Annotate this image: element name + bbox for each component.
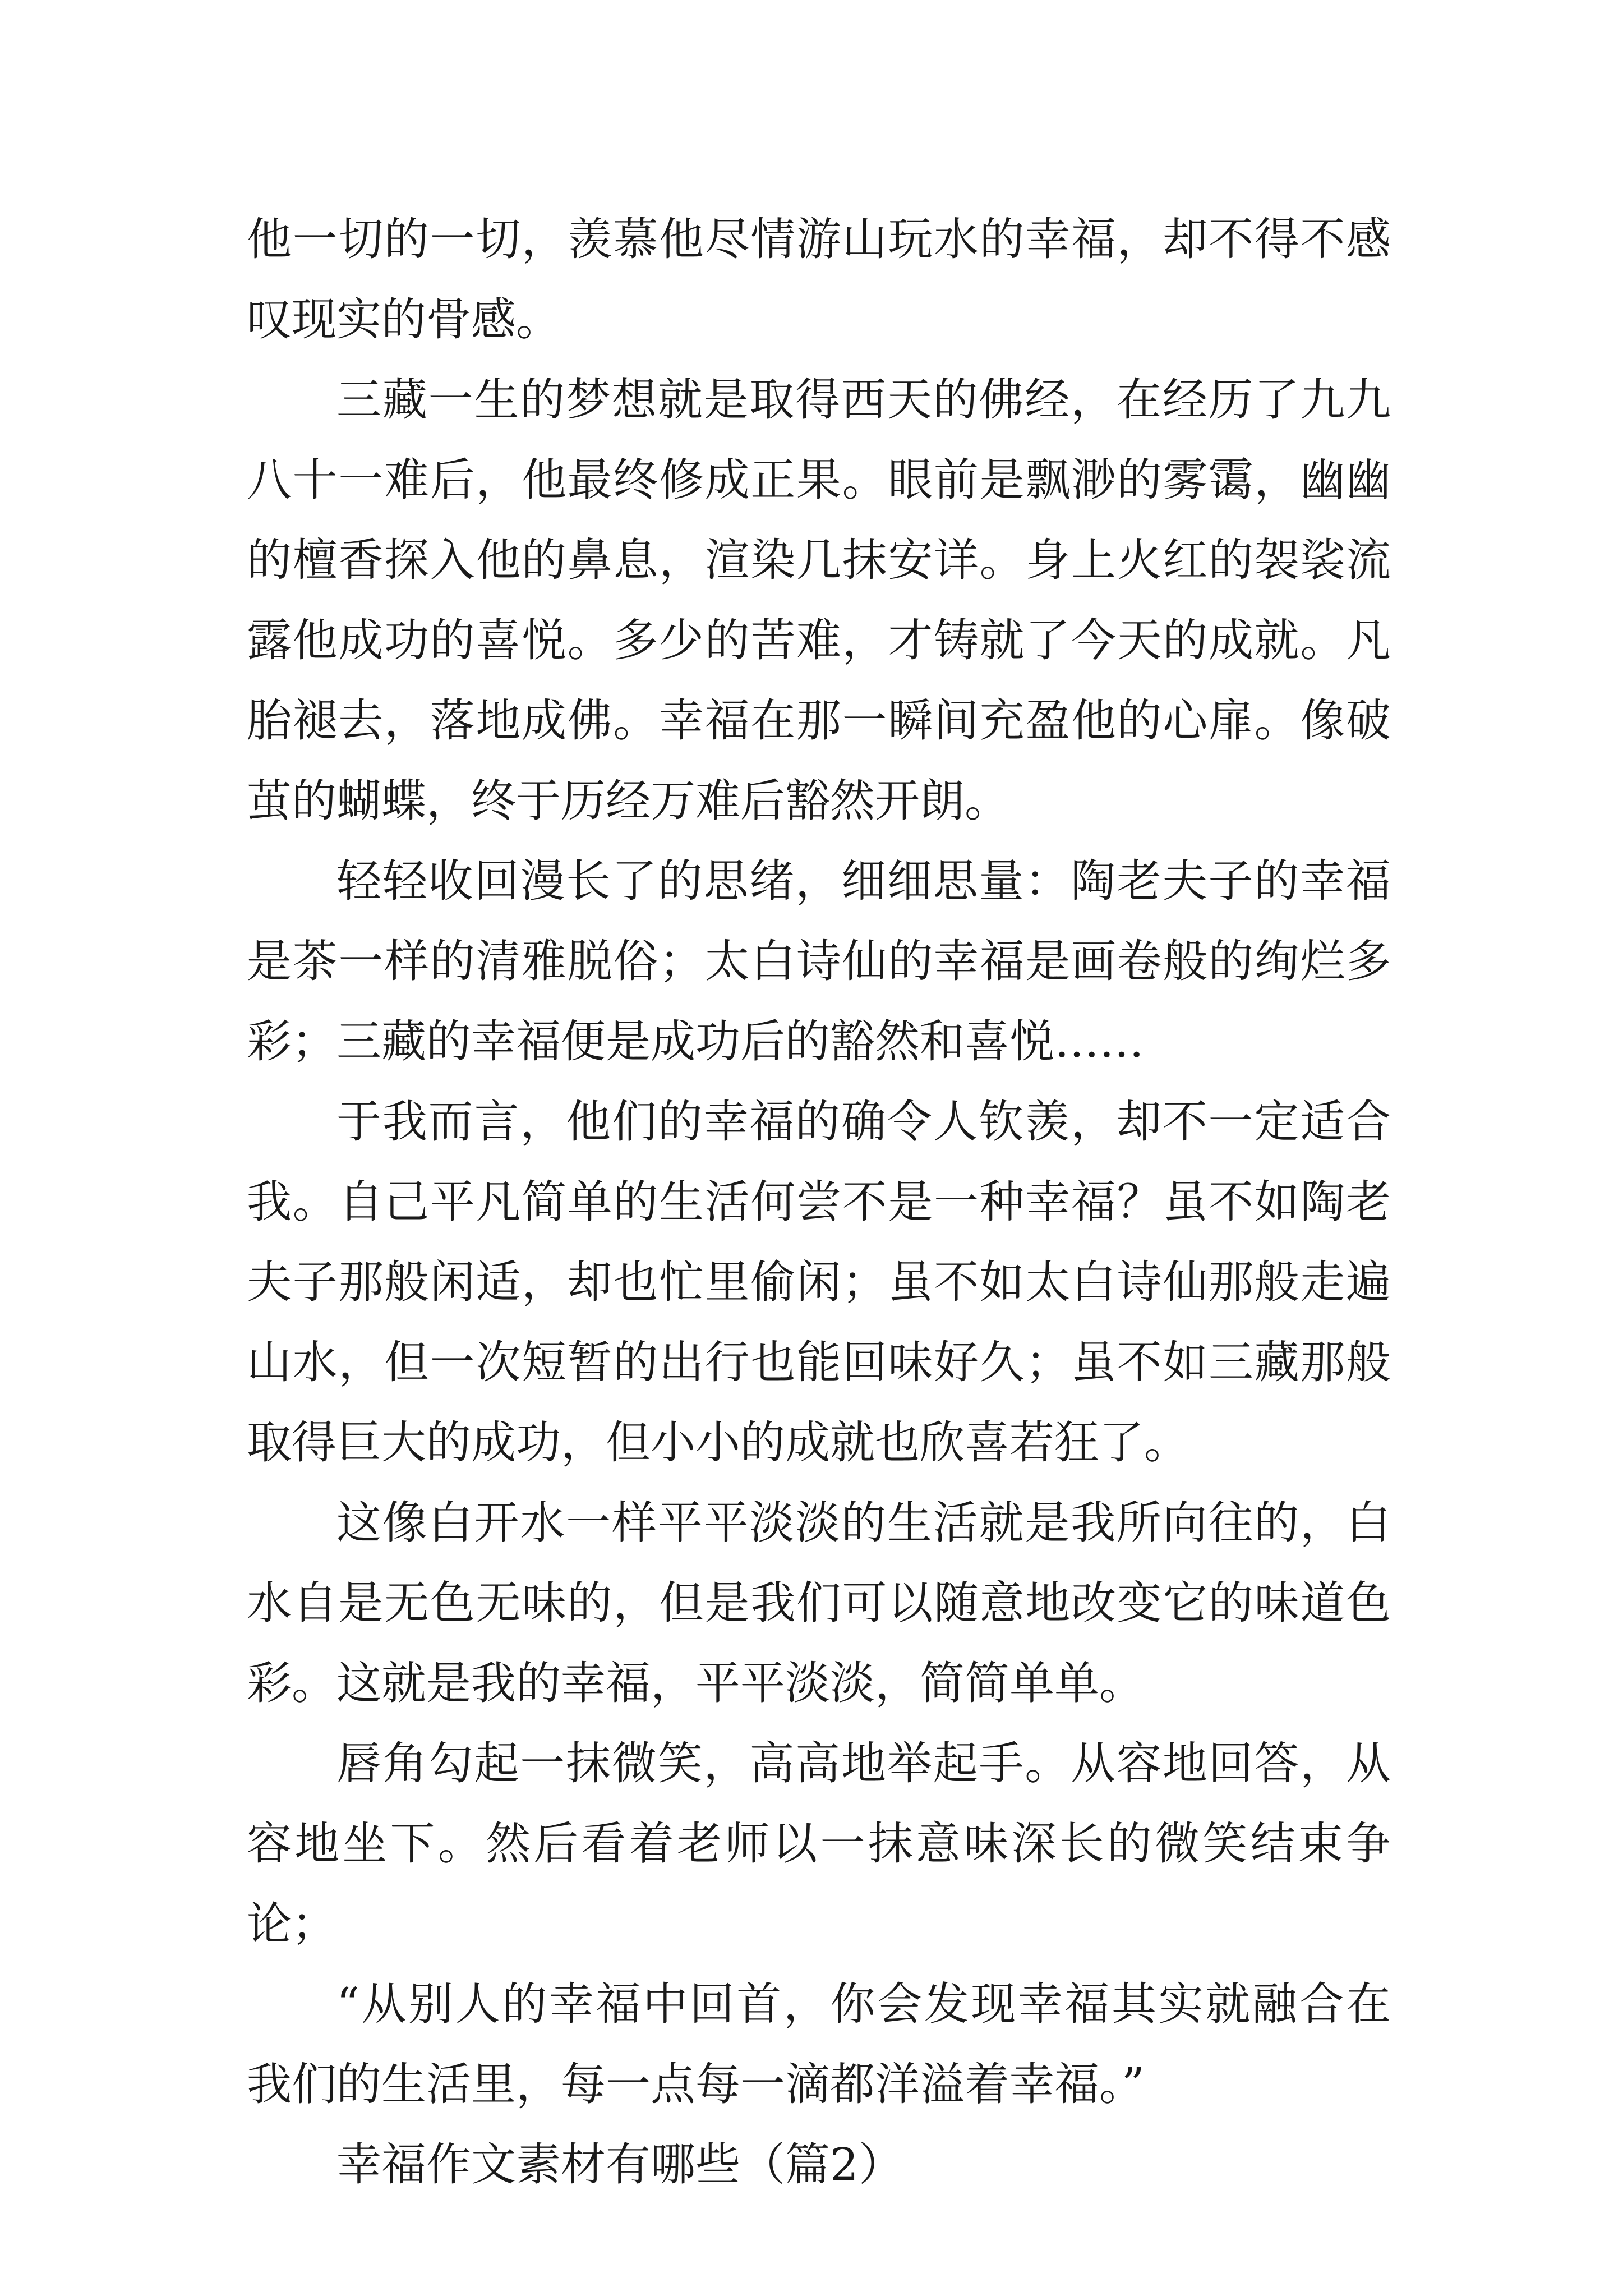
paragraph-5: 这像白开水一样平平淡淡的生活就是我所向往的，白水自是无色无味的，但是我们可以随意地改变它的味道色彩。这就是我的幸福，平平淡淡，简简单单。 [247,1497,1391,1709]
paragraph-6: 唇角勾起一抹微笑，高高地举起手。从容地回答，从容地坐下。然后看着老师以一抹意味深长的微笑结束争论； [247,1737,1391,1950]
section-heading: 幸福作文素材有哪些（篇2） [336,2138,903,2191]
document-body [247,199,1391,2205]
paragraph-2: 三藏一生的梦想就是取得西天的佛经，在经历了九九八十一难后，他最终修成正果。眼前是飘渺的雾霭，幽幽的檀香探入他的鼻息，渲染几抹安详。身上火红的袈裟流露他成功的喜悦。多少的苦难，才铸就了今天的成就。凡胎褪去，落地成佛。幸福在那一瞬间充盈他的心扉。像破茧的蝴蝶，终于历经万难后豁然开朗。 [247,374,1391,827]
paragraph-4: 于我而言，他们的幸福的确令人钦羡，却不一定适合我。自己平凡简单的生活何尝不是一种幸福？虽不如陶老夫子那般闲适，却也忙里偷闲；虽不如太白诗仙那般走遍山水，但一次短暂的出行也能回味好久；虽不如三藏那般取得巨大的成功，但小小的成就也欣喜若狂了。 [247,1096,1391,1469]
paragraph-1: 他一切的一切，羡慕他尽情游山玩水的幸福，却不得不感叹现实的骨感。 [247,213,1391,346]
paragraph-7-quote: “从别人的幸福中回首，你会发现幸福其实就融合在我们的生活里，每一点每一滴都洋溢着幸福。” [247,1978,1391,2110]
paragraph-3: 轻轻收回漫长了的思绪，细细思量：陶老夫子的幸福是茶一样的清雅脱俗；太白诗仙的幸福是画卷般的绚烂多彩；三藏的幸福便是成功后的豁然和喜悦…… [247,855,1391,1068]
